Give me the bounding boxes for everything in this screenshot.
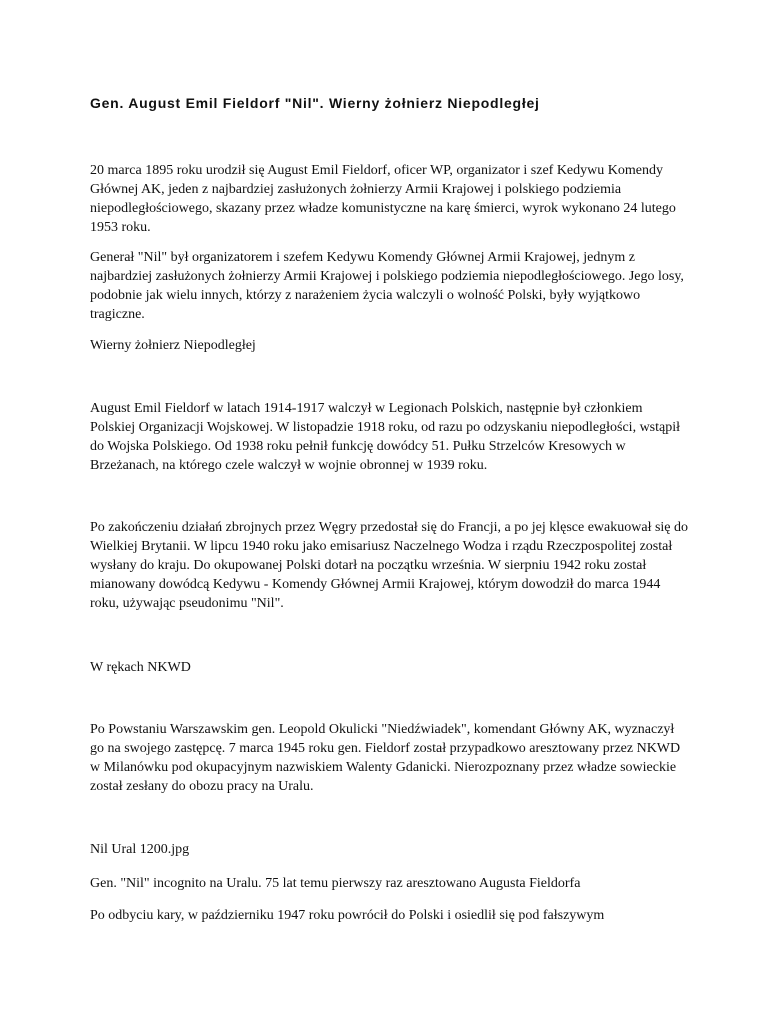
paragraph-legions: August Emil Fieldorf w latach 1914-1917 walczył w Legionach Polskich, następnie był członkiem Polskiej Organizacji Wojskowej. W listopadzie 1918 roku, od razu po odzyskaniu niepodległości, wstąpił do Wojska Polskiego. Od 1938 roku pełnił funkcję dowódcy 51. Pułku Strzelców Kresowych w Brzeżanach, na którego czele walczył w wojnie obronnej w 1939 roku. — [90, 401, 681, 473]
paragraph-kedyw-command: Po zakończeniu działań zbrojnych przez Węgry przedostał się do Francji, a po jej klęsce ewakuował się do Wielkiej Brytanii. W lipcu 1940 roku jako emisariusz Naczelnego Wodza i rządu Rzeczpospolitej został wysłany do kraju. Do okupowanej Polski dotarł na początku września. W sierpniu 1942 roku został mianowany dowódcą Kedywu - Komendy Głównej Armii Krajowej, którym dowodził do marca 1944 roku, używając pseudonimu "Nil". — [90, 520, 689, 611]
image-caption-filename: Nil Ural 1200.jpg — [90, 842, 190, 857]
paragraph-general-nil: Generał "Nil" był organizatorem i szefem Kedywu Komendy Głównej Armii Krajowej, jednym z najbardziej zasłużonych żołnierzy Armii Krajowej i polskiego podziemia niepodległościowego. Jego losy, podobnie jak wielu innych, którzy z narażeniem życia walczyli o wolność Polski, były wyjątkowo tragiczne. — [90, 250, 684, 322]
section-heading-wierny-zolnierz: Wierny żołnierz Niepodległej — [90, 338, 256, 353]
section-heading-nkwd: W rękach NKWD — [90, 660, 191, 675]
paragraph-birth: 20 marca 1895 roku urodził się August Emil Fieldorf, oficer WP, organizator i szef Kedywu Komendy Głównej AK, jeden z najbardziej zasłużonych żołnierzy Armii Krajowej i polskiego podziemia niepodległościowego, skazany przez władze komunistyczne na karę śmierci, wyrok wykonano 24 lutego 1953 roku. — [90, 163, 676, 235]
paragraph-return: Po odbyciu kary, w październiku 1947 roku powrócił do Polski i osiedlił się pod fałszywym — [90, 908, 605, 923]
article-title: Gen. August Emil Fieldorf "Nil". Wierny żołnierz Niepodległej — [90, 95, 540, 111]
paragraph-arrest: Po Powstaniu Warszawskim gen. Leopold Okulicki "Niedźwiadek", komendant Główny AK, wyznaczył go na swojego zastępcę. 7 marca 1945 roku gen. Fieldorf został przypadkowo aresztowany przez NKWD w Milanówku pod okupacyjnym nazwiskiem Walenty Gdanicki. Nierozpoznany przez władze sowieckie został zesłany do obozu pracy na Uralu. — [90, 722, 681, 794]
related-article-link-text: Gen. "Nil" incognito na Uralu. 75 lat temu pierwszy raz aresztowano Augusta Fieldorfa — [90, 876, 581, 891]
